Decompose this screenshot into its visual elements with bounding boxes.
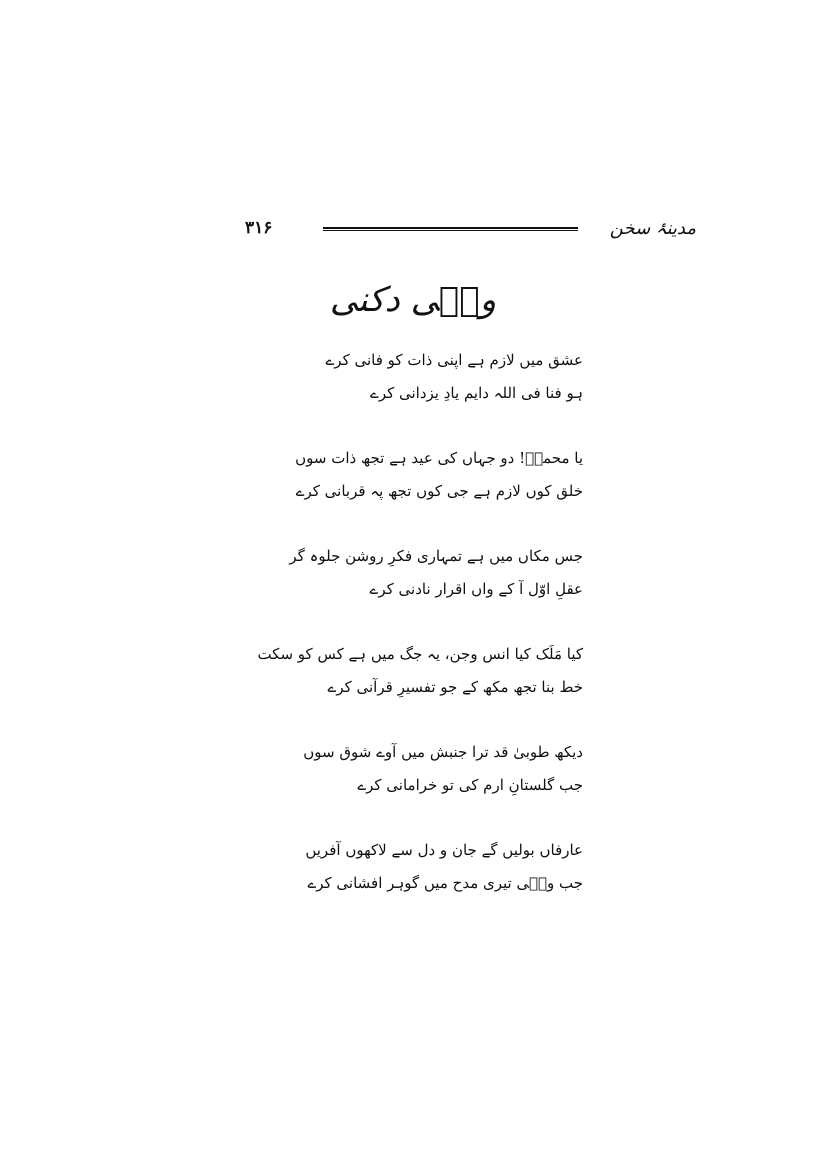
couplet-line: جب گلستانِ ارم کی تو خرامانی کرے	[357, 776, 583, 794]
book-title: مدینۂ سخن	[609, 218, 696, 239]
couplet-line: عشق میں لازم ہے اپنی ذات کو فانی کرے	[325, 351, 583, 369]
couplet-line: جس مکاں میں ہے تمہاری فکرِ روشن جلوہ گر	[289, 547, 583, 565]
couplet-6	[305, 834, 583, 932]
couplet-line: عارفاں بولیں گے جان و دل سے لاکھوں آفریں	[305, 841, 583, 859]
header-rule	[323, 227, 578, 231]
couplet-line: دیکھ طوبیٰ قد ترا جنبش میں آوے شوق سوں	[303, 743, 583, 761]
couplet-line: عقلِ اوّل آ کے واں اقرار نادنی کرے	[369, 580, 583, 598]
couplet-line: جب ولؔی تیری مدح میں گوہر افشانی کرے	[307, 874, 583, 892]
couplet-line: کیا مَلَک کیا انس وجن، یہ جگ میں ہے کس کو سکت	[257, 645, 583, 663]
couplet-4	[257, 638, 583, 736]
poet-name-heading: ولؔی دکنی	[329, 280, 497, 320]
couplet-3	[289, 540, 583, 638]
couplet-2	[295, 442, 583, 540]
couplet-line: خط بنا تجھ مکھ کے جو تفسیرِ قرآنی کرے	[327, 678, 583, 696]
page-number: ۳۱۶	[245, 218, 273, 238]
couplet-1	[325, 344, 583, 442]
couplet-line: یا محمدؐ! دو جہاں کی عید ہے تجھ ذات سوں	[295, 449, 583, 467]
couplet-line: خلق کوں لازم ہے جی کوں تجھ پہ قربانی کرے	[295, 482, 583, 500]
poem	[257, 344, 583, 932]
couplet-5	[303, 736, 583, 834]
couplet-line: ہو فنا فی اللہ دایم یادِ یزدانی کرے	[370, 384, 583, 402]
